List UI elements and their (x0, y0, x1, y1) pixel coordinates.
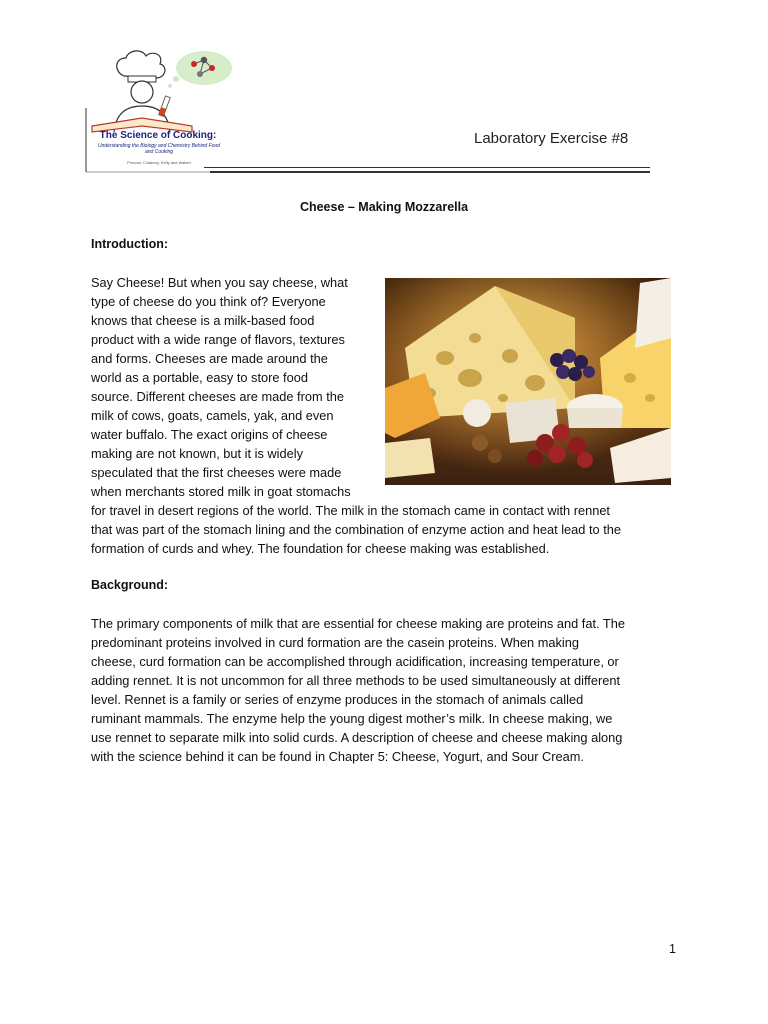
text-line: making are not known, but it is widely (91, 446, 303, 461)
introduction-full-text (91, 501, 621, 558)
text-line: world as a portable, easy to store food (91, 370, 308, 385)
text-line: type of cheese do you think of? Everyone (91, 294, 326, 309)
text-line: milk of cows, goats, camels, yak, and even (91, 408, 334, 423)
document-title: Cheese – Making Mozzarella (299, 200, 469, 214)
logo-subtitle: Understanding the Biology and Chemistry Behind Food and Cooking (97, 143, 221, 155)
text-line: level. Rennet is a family or series of enzyme produces in the stomach of animals called (91, 692, 584, 707)
header-rule-thick (210, 171, 650, 173)
cheese-photo (385, 278, 671, 485)
lab-exercise-title: Laboratory Exercise #8 (474, 130, 629, 147)
text-line: for travel in desert regions of the world. The milk in the stomach came in contact with rennet (91, 503, 610, 518)
background-heading: Background: (91, 578, 169, 592)
text-line: knows that cheese is a milk-based food (91, 313, 315, 328)
introduction-heading: Introduction: (91, 237, 169, 251)
introduction-wrapped-text (91, 273, 351, 501)
text-line: with the science behind it can be found in Chapter 5: Cheese, Yogurt, and Sour Cream. (91, 749, 584, 764)
logo-title: The Science of Cooking: (99, 130, 217, 141)
text-line: adding rennet. It is not uncommon for all three methods to be used simultaneously at different (91, 673, 621, 688)
text-line: source. Different cheeses are made from the (91, 389, 344, 404)
text-line: cheese, curd formation can be accomplished through acidification, increasing temperature, or (91, 654, 619, 669)
logo-authors: Provost, Colabroy, Kelly and Wallert (127, 160, 191, 165)
text-line: ruminant mammals. The enzyme help the young digest mother’s milk. In cheese making, we (91, 711, 613, 726)
text-line: use rennet to separate milk into solid curds. A description of cheese and cheese making along (91, 730, 623, 745)
text-line: when merchants stored milk in goat stomachs (91, 484, 351, 499)
text-line: predominant proteins involved in curd formation are the casein proteins. When making (91, 635, 579, 650)
text-line: The primary components of milk that are essential for cheese making are proteins and fat. The (91, 616, 625, 631)
page-number: 1 (669, 942, 676, 956)
text-line: and forms. Cheeses are made around the (91, 351, 328, 366)
background-text (91, 614, 625, 766)
text-line: formation of curds and whey. The foundation for cheese making was established. (91, 541, 550, 556)
text-line: speculated that the first cheeses were made (91, 465, 342, 480)
text-line: product with a wide range of flavors, textures (91, 332, 345, 347)
text-line: that was part of the stomach lining and the combination of enzyme action and heat lead to the (91, 522, 621, 537)
science-of-cooking-logo (84, 46, 234, 174)
text-line: water buffalo. The exact origins of cheese (91, 427, 328, 442)
header-rule (204, 167, 650, 168)
text-line: Say Cheese! But when you say cheese, what (91, 275, 348, 290)
